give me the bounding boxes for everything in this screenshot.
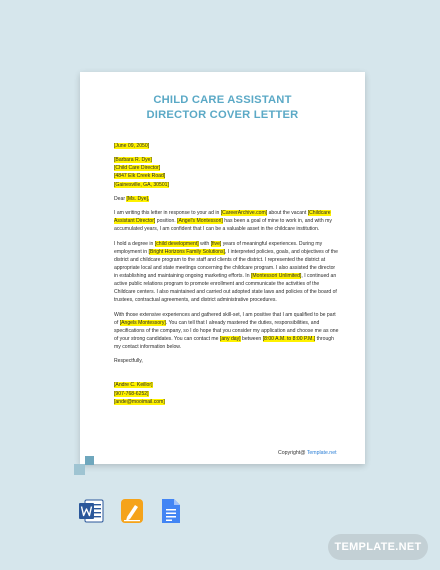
- recipient-title: [Child Care Director]: [114, 165, 161, 172]
- p3-text-2: . You can tell that I already mastered the duties, responsibilities, and specifications of the company, so I do hope that you consider my application and choose me as one of your strong candidates. You can contact me: [114, 319, 339, 342]
- letter-page: [80, 72, 365, 464]
- sender-email: [ande@mooimail.com]: [114, 398, 165, 405]
- p1-highlight-1: [CareerArchive.com]: [220, 210, 268, 217]
- google-docs-icon[interactable]: [160, 498, 182, 524]
- p2-highlight-3: [Bright Horizons Family Solutions]: [148, 248, 225, 255]
- p3-text-3: between: [240, 335, 263, 342]
- p3-text-4: through my contact information below.: [114, 335, 334, 350]
- document-title-line1: CHILD CARE ASSISTANT: [153, 94, 292, 106]
- p1-highlight-3: [Angel's Montessori]: [177, 218, 223, 225]
- p3-text-1: With those extensive experiences and gathered skill-set, I am positive that I am qualified to be part of: [114, 311, 336, 326]
- copyright-brand: Template.net: [305, 450, 337, 456]
- paragraph-3: [114, 311, 340, 351]
- decorative-square-light: [74, 464, 85, 475]
- sender-block: [114, 381, 340, 405]
- letter-body: [114, 142, 340, 406]
- recipient-name: [Barbara R. Dye]: [114, 157, 152, 164]
- paragraph-1: [114, 209, 340, 233]
- p3-highlight-1: [Angels Montessory]: [119, 319, 166, 326]
- recipient-street: [4847 Elk Creek Road]: [114, 173, 166, 180]
- salutation-prefix: Dear: [114, 195, 127, 202]
- word-icon[interactable]: [78, 498, 104, 524]
- p3-highlight-3: [8:00 A.M. to 8:00 P.M.]: [262, 335, 316, 342]
- p2-highlight-1: [child development]: [154, 240, 199, 247]
- p2-text-1: I hold a degree in: [114, 240, 155, 247]
- p2-highlight-2: [five]: [210, 240, 222, 247]
- salutation: [114, 195, 340, 203]
- pages-icon[interactable]: [119, 498, 145, 524]
- sender-name: [Andre C. Keillor]: [114, 382, 153, 389]
- p2-text-4: , I interpreted policies, goals, and objectives of the district and childcare program to the staff and clients of the district. I represented the district at appropriate local and state meetings concerning the childcare program. I also assisted the director in establishing and maintaining ongoing marketing efforts. In: [114, 248, 338, 279]
- p3-highlight-2: [any day]: [219, 335, 241, 342]
- p1-text-1: I am writing this letter in response to your ad in: [114, 210, 221, 217]
- copyright-label: Copyright@: [278, 450, 306, 456]
- decorative-square-dark: [85, 456, 94, 465]
- closing: Respectfully,: [114, 358, 143, 365]
- recipient-city: [Gainesville, GA, 30501]: [114, 181, 169, 188]
- letter-date: [June 09, 2050]: [114, 143, 150, 149]
- salutation-name: [Ms. Dye],: [126, 195, 150, 202]
- copyright-notice: [278, 450, 337, 456]
- template-net-badge[interactable]: TEMPLATE.NET: [328, 534, 428, 560]
- p2-text-3: years of meaningful experiences. During my employment in: [114, 240, 323, 255]
- p1-highlight-2: [Childcare Assistant Director]: [114, 210, 331, 225]
- p2-text-5: , I continued an active public relations program to promote enrollment and communicate the activities of the Childcare centers. I also maintained and carried out adopted state laws and policies of the board of trustees, contractual agreements, and district administrative procedures.: [114, 272, 337, 304]
- signature-space: [114, 371, 340, 381]
- paragraph-2: [114, 240, 340, 305]
- p2-highlight-4: [Montessori Unlimited]: [250, 272, 302, 279]
- p1-text-4: has been a goal of mine to work in, and with my accumulated years, I am confident that I can be a valuable asset in the childcare institution.: [114, 218, 332, 233]
- p2-text-2: with: [198, 240, 211, 247]
- p1-text-3: position.: [155, 218, 178, 225]
- sender-phone: [907-768-6252]: [114, 390, 149, 397]
- p1-text-2: about the vacant: [267, 210, 308, 217]
- recipient-block: [114, 156, 340, 188]
- document-title-line2: DIRECTOR COVER LETTER: [146, 109, 299, 121]
